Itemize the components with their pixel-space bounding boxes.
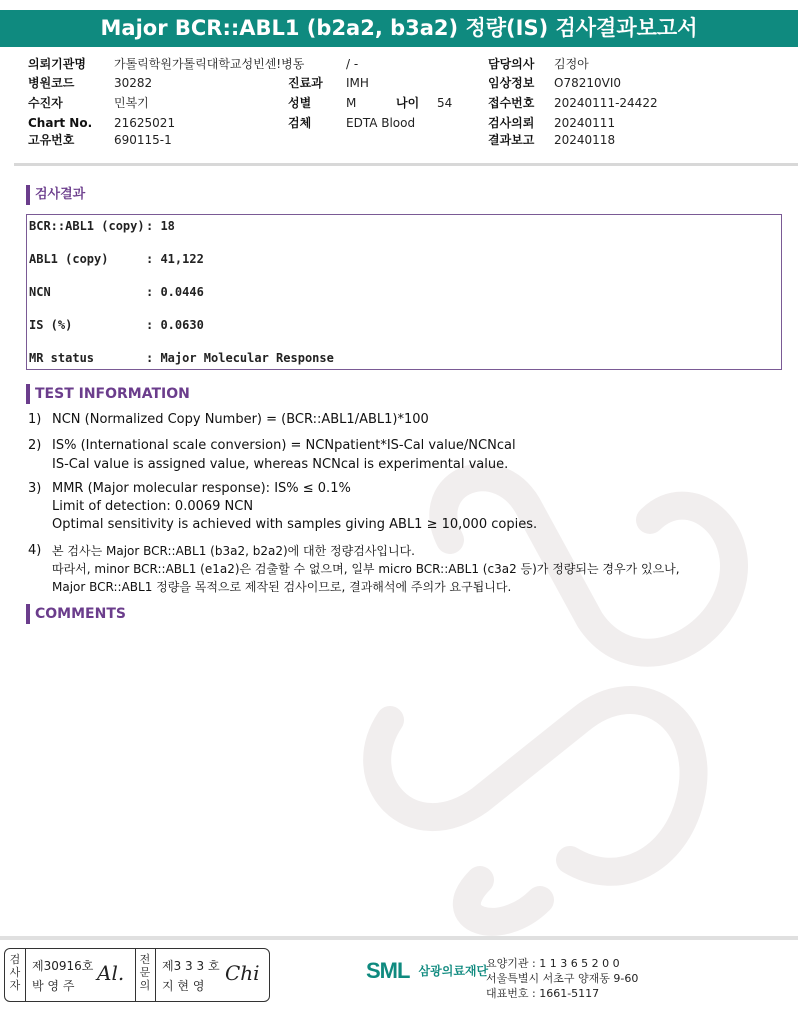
age-label: 나이 <box>396 96 420 110</box>
specialist-license: 제3 3 3 호 <box>162 959 220 973</box>
result-row: MR status : Major Molecular Response <box>29 351 334 365</box>
institution-value: 가톨릭학원가톨릭대학교성빈센!병동 <box>114 57 305 71</box>
chart-label: Chart No. <box>28 116 93 130</box>
org-logo <box>366 958 488 984</box>
chart-value: 21625021 <box>114 116 176 130</box>
request-value: 20240111 <box>554 116 616 130</box>
specialist-name: 지 현 영 <box>162 979 205 993</box>
patient-value: 민복기 <box>114 96 149 110</box>
dept-value: IMH <box>346 76 369 90</box>
test-info-heading: TEST INFORMATION <box>26 384 190 404</box>
institution-label: 의뢰기관명 <box>28 57 86 71</box>
unique-value: 690115-1 <box>114 133 172 147</box>
result-row: IS (%) : 0.0630 <box>29 318 204 332</box>
signature-box <box>4 948 270 1002</box>
tester-label: 검 사 자 <box>9 953 21 992</box>
result-row: BCR::ABL1 (copy): 18 <box>29 219 175 233</box>
header-divider <box>14 163 798 166</box>
results-heading: 검사결과 <box>26 185 85 205</box>
result-row: NCN : 0.0446 <box>29 285 204 299</box>
hospital-code-value: 30282 <box>114 76 153 90</box>
sex-value: M <box>346 96 357 110</box>
receipt-value: 20240111-24422 <box>554 96 658 110</box>
sml-logo-icon: SML <box>366 958 410 983</box>
specimen-value: EDTA Blood <box>346 116 416 130</box>
org-phone: 대표번호 : 1661-5117 <box>486 987 600 1000</box>
receipt-label: 접수번호 <box>488 96 535 110</box>
result-row: ABL1 (copy) : 41,122 <box>29 252 204 266</box>
report-label: 결과보고 <box>488 133 535 147</box>
tester-license: 제30916호 <box>32 959 94 973</box>
doctor-value: 김정아 <box>554 57 589 71</box>
specialist-signature: Chi <box>225 961 260 985</box>
results-box <box>26 214 782 370</box>
clinical-value: O78210VI0 <box>554 76 622 90</box>
specimen-label: 검체 <box>288 116 312 130</box>
tester-name: 박 영 주 <box>32 979 75 993</box>
sex-label: 성별 <box>288 96 312 110</box>
tester-signature: Al. <box>97 961 125 985</box>
unique-label: 고유번호 <box>28 133 75 147</box>
hospital-code-label: 병원코드 <box>28 76 75 90</box>
report-title: Major BCR::ABL1 (b2a2, b3a2) 정량(IS) 검사결과보고서 <box>0 10 798 47</box>
report-value: 20240118 <box>554 133 616 147</box>
request-label: 검사의뢰 <box>488 116 535 130</box>
dept-label: 진료과 <box>288 76 323 90</box>
patient-label: 수진자 <box>28 96 63 110</box>
ward-value: / - <box>346 57 359 71</box>
care-code: 요양기관 : 1 1 3 6 5 2 0 0 <box>486 957 620 970</box>
age-value: 54 <box>437 96 453 110</box>
org-name: 삼광의료재단 <box>418 964 489 978</box>
org-address: 서울특별시 서초구 양재동 9-60 <box>486 972 639 985</box>
doctor-label: 담당의사 <box>488 57 535 71</box>
comments-heading: COMMENTS <box>26 604 126 624</box>
clinical-label: 임상정보 <box>488 76 535 90</box>
footer-divider <box>0 936 798 940</box>
watermark-logo-icon <box>330 420 798 940</box>
specialist-label: 전 문 의 <box>139 953 151 992</box>
